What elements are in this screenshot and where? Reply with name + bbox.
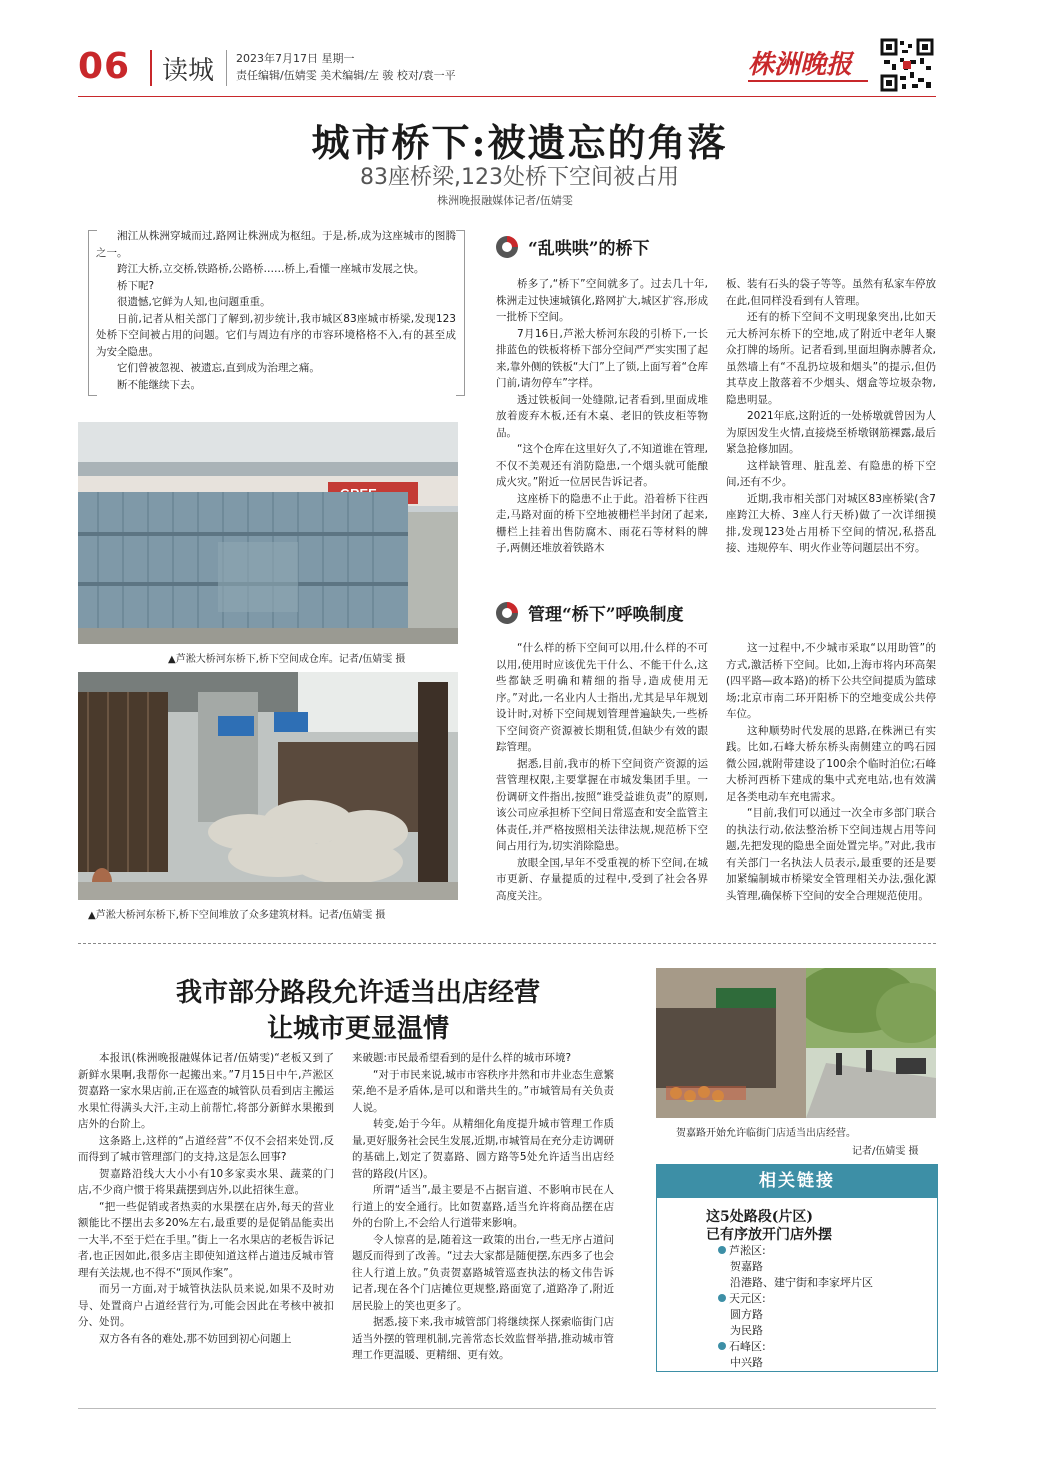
body-paragraph: 所谓“适当”,最主要是不占据盲道、不影响市民在人行道上的安全通行。比如贺嘉路,适当允许将商品摆在店外的台阶上,不会给人行道带来影响。 (352, 1184, 614, 1229)
qr-code-icon[interactable] (880, 38, 934, 92)
section-marker-icon (496, 602, 518, 624)
body-paragraph: 贺嘉路沿线大大小小有10多家卖水果、蔬菜的门店,不少商户惯于将果蔬摆到店外,以此招徕生意。 (78, 1167, 334, 1196)
body-paragraph: 本报讯(株洲晚报融媒体记者/伍婧雯)“老板又到了新鲜水果啊,我帮你一起搬出来。”7月15日中午,芦淞区贺嘉路一家水果店前,正在巡查的城管队员看到店主搬运水果忙得满头大汗,主动上前帮忙,将部分新鲜水果搬到店外的台阶上。 (78, 1052, 334, 1130)
article-title: 城市桥下:被遗忘的角落 (311, 120, 728, 165)
section-name: 读城 (162, 56, 215, 86)
body-paragraph: 桥多了,“桥下”空间就多了。过去几十年,株洲走过快速城镇化,路网扩大,城区扩容,形成一批桥下空间。 (496, 278, 708, 323)
body-paragraph: “目前,我们可以通过一次全市多部门联合的执法行动,依法整治桥下空间违规占用等问题,先把发现的隐患全面处置完毕。”对此,我市有关部门一名执法人员表示,最重要的还是要加紧编制城市桥梁安全管理相关办法,强化源头管理,确保桥下空间的安全合理规范使用。 (726, 807, 936, 902)
bullet-icon (718, 1294, 726, 1302)
article2-column-1 (78, 1050, 334, 1347)
article2-title-line1: 我市部分路段允许适当出店经营 (175, 978, 540, 1008)
article-separator (78, 943, 936, 944)
article-byline: 株洲晚报融媒体记者/伍婧雯 (437, 194, 573, 207)
article2-column-2 (352, 1050, 614, 1364)
logo-underline (748, 80, 868, 82)
body-paragraph: “对于市民来说,城市市容秩序井然和市井业态生意繁荣,绝不是矛盾体,是可以和谐共生的。”市城管局有关负责人说。 (352, 1068, 614, 1114)
related-links-heading: 相关链接 (656, 1164, 938, 1198)
issue-date: 2023年7月17日 星期一 (236, 52, 355, 65)
article2-title-line2: 让城市更显温情 (266, 1014, 449, 1044)
bridge-warehouse-photo (78, 422, 458, 644)
related-links-title-line1: 这5处路段(片区) (706, 1209, 813, 1225)
editor-credits: 责任编辑/伍婧雯 美术编辑/左 骏 校对/袁一平 (236, 69, 456, 82)
section1-column-1 (496, 276, 708, 557)
related-links-title-line2: 已有序放开门店外摆 (706, 1227, 832, 1243)
body-paragraph: 7月16日,芦淞大桥河东段的引桥下,一长排蓝色的铁板将桥下部分空间严严实实围了起来,靠外侧的铁板“大门”上了锁,上面写着“仓库门前,请勿停车”字样。 (496, 327, 708, 389)
section-marker-icon (496, 236, 518, 258)
body-paragraph: 而另一方面,对于城管执法队员来说,如果不及时劝导、处置商户占道经营行为,可能会因此在考核中被扣分、处罚。 (78, 1283, 334, 1328)
section-heading (496, 234, 650, 259)
section2-column-2 (726, 640, 936, 904)
body-paragraph: 据悉,目前,我市的桥下空间资产资源的运营管理权限,主要掌握在市城发集团手里。一份调研文件指出,按照“谁受益谁负责”的原则,该公司应承担桥下空间日常巡查和安全监管主体责任,并严格按照相关法律法规,规范桥下空间占用行为,切实消除隐患。 (496, 757, 708, 852)
section-heading (496, 600, 684, 625)
article-intro (96, 228, 456, 393)
photo-credit: 记者/伍婧雯 摄 (852, 1146, 919, 1157)
road-name: 沿港路、建宁街和李家坪片区 (730, 1276, 873, 1289)
body-paragraph: 板、装有石头的袋子等等。虽然有私家车停放在此,但同样没看到有人管理。 (726, 278, 936, 307)
intro-paragraph: 很遗憾,它鲜为人知,也问题重重。 (117, 296, 271, 308)
road-name: 为民路 (730, 1324, 763, 1337)
body-paragraph: 这条路上,这样的“占道经营”不仅不会招来处罚,反而得到了城市管理部门的支持,这是怎么回事? (78, 1134, 334, 1163)
bullet-icon (718, 1342, 726, 1350)
header-rule (78, 96, 936, 97)
bullet-icon (718, 1246, 726, 1254)
body-paragraph: “把一些促销或者热卖的水果摆在店外,每天的营业额能比不摆出去多20%左右,最重要的是促销品能卖出一大半,不至于烂在手里。”街上一名水果店的老板告诉记者,也正因如此,很多店主即使知道这样占道违反城市管理有关法规,也不得不“顶风作案”。 (78, 1200, 334, 1279)
body-paragraph: 还有的桥下空间不文明现象突出,比如天元大桥河东桥下的空地,成了附近中老年人聚众打牌的场所。记者看到,里面坦胸赤膊者众,虽然墙上有“不乱扔垃圾和烟头”的提示,但仍其草皮上散落着不少烟头、烟盒等垃圾杂物,隐患明显。 (726, 311, 936, 406)
body-paragraph: 这种顺势时代发展的思路,在株洲已有实践。比如,石峰大桥东桥头南侧建立的鸣石园微公园,就附带建设了100余个临时泊位;石峰大桥河西桥下建成的集中式充电站,也有效满足各类电动车充电需求。 (726, 724, 936, 803)
page-bottom-rule (78, 1408, 936, 1409)
intro-paragraph: 它们曾被忽视、被遗忘,直到成为治理之痛。 (117, 362, 320, 374)
intro-paragraph: 跨江大桥,立交桥,铁路桥,公路桥……桥上,看懂一座城市发展之快。 (117, 263, 425, 275)
road-name: 贺嘉路 (730, 1260, 763, 1273)
body-paragraph: 近期,我市相关部门对城区83座桥梁(含7座跨江大桥、3座人行天桥)做了一次详细摸排,发现123处占用桥下空间的情况,私搭乱接、违规停车、明火作业等问题层出不穷。 (726, 492, 936, 554)
intro-bracket-right (456, 230, 465, 396)
body-paragraph: 转变,始于今年。从精细化角度提升城市管理工作质量,更好服务社会民生发展,近期,市城管局在充分走访调研的基础上,划定了贺嘉路、圆方路等5处允许适当出店经营的路段(片区)。 (352, 1118, 615, 1180)
road-name: 中兴路 (730, 1356, 763, 1369)
photo-caption: ▲芦淞大桥河东桥下,桥下空间成仓库。记者/伍婧雯 摄 (168, 654, 406, 665)
page-number: 06 (78, 46, 131, 87)
district-label: 石峰区: (718, 1339, 766, 1355)
body-paragraph: 双方各有各的难处,那不妨回到初心问题上 (99, 1332, 292, 1345)
street-shops-photo (656, 968, 936, 1118)
section2-column-1 (496, 640, 708, 904)
district-label: 芦淞区: (718, 1243, 766, 1259)
section-heading-text: “乱哄哄”的桥下 (528, 239, 650, 259)
photo-caption: 贺嘉路开始允许临街门店适当出店经营。 (676, 1128, 856, 1139)
newspaper-logo: 株洲晚报 (748, 50, 853, 80)
body-paragraph: 这座桥下的隐患不止于此。沿着桥下往西走,马路对面的桥下空地被栅栏半封闭了起来,栅栏上挂着出售防腐木、雨花石等材料的牌子,两侧还堆放着铁路木 (496, 492, 708, 554)
body-paragraph: “这个仓库在这里好久了,不知道谁在管理,不仅不美观还有消防隐患,一个烟头就可能酿成火灾。”附近一位居民告诉记者。 (496, 443, 708, 488)
section1-column-2 (726, 276, 936, 557)
header-divider (150, 50, 152, 86)
road-name: 圆方路 (730, 1308, 763, 1321)
intro-paragraph: 日前,记者从相关部门了解到,初步统计,我市城区83座城市桥梁,发现123处桥下空间被占用的问题。它们与周边有序的市容环境格格不入,有的甚至成为安全隐患。 (96, 312, 456, 358)
header-divider-thin (226, 50, 227, 86)
body-paragraph: 放眼全国,早年不受重视的桥下空间,在城市更新、存量提质的过程中,受到了社会各界高度关注。 (496, 856, 708, 902)
photo-caption: ▲芦淞大桥河东桥下,桥下空间堆放了众多建筑材料。记者/伍婧雯 摄 (88, 910, 386, 921)
body-paragraph: 这样缺管理、脏乱差、有隐患的桥下空间,还有不少。 (726, 459, 936, 488)
district-label: 天元区: (718, 1291, 766, 1307)
section-heading-text: 管理“桥下”呼唤制度 (528, 605, 684, 625)
intro-paragraph: 桥下呢? (117, 279, 155, 292)
body-paragraph: 来破题:市民最希望看到的是什么样的城市环境? (352, 1052, 572, 1064)
body-paragraph: 透过铁板间一处缝隙,记者看到,里面成堆放着废弃木板,还有木桌、老旧的铁皮柜等物品。 (496, 393, 708, 439)
bridge-materials-photo (78, 672, 458, 900)
article-subtitle: 83座桥梁,123处桥下空间被占用 (360, 165, 679, 190)
body-paragraph: 这一过程中,不少城市采取“以用助管”的方式,激活桥下空间。比如,上海市将内环高架(四平路—政本路)的桥下公共空间提质为篮球场;北京市南二环开阳桥下的空地变成公共停车位。 (726, 642, 936, 720)
intro-paragraph: 湘江从株洲穿城而过,路网让株洲成为枢纽。于是,桥,成为这座城市的图腾之一。 (96, 230, 456, 259)
body-paragraph: 令人惊喜的是,随着这一政策的出台,一些无序占道问题反而得到了改善。“过去大家都是随便摆,东西多了也会往人行道上放。”负责贺嘉路城管巡查执法的杨文伟告诉记者,现在各个门店摊位更规整,路面宽了,道路净了,附近居民脸上的笑也更多了。 (352, 1233, 614, 1312)
intro-paragraph: 断不能继续下去。 (117, 378, 201, 391)
body-paragraph: 据悉,接下来,我市城管部门将继续探人探索临街门店适当外摆的管理机制,完善常态长效监督举措,推动城市管理工作更温暖、更精细、更有效。 (352, 1316, 614, 1361)
body-paragraph: 2021年底,这附近的一处桥墩就曾因为人为原因发生火情,直接烧至桥墩钢筋裸露,最后紧急抢修加固。 (726, 410, 936, 455)
body-paragraph: “什么样的桥下空间可以用,什么样的不可以用,使用时应该优先干什么、不能干什么,这些都缺乏明确和精细的指导,造成使用无序。”对此,一名业内人士指出,尤其是早年规划设计时,对桥下空间规划管理普遍缺失,一些桥下空间资产资源被长期租赁,但缺少有效的跟踪管理。 (496, 642, 708, 753)
